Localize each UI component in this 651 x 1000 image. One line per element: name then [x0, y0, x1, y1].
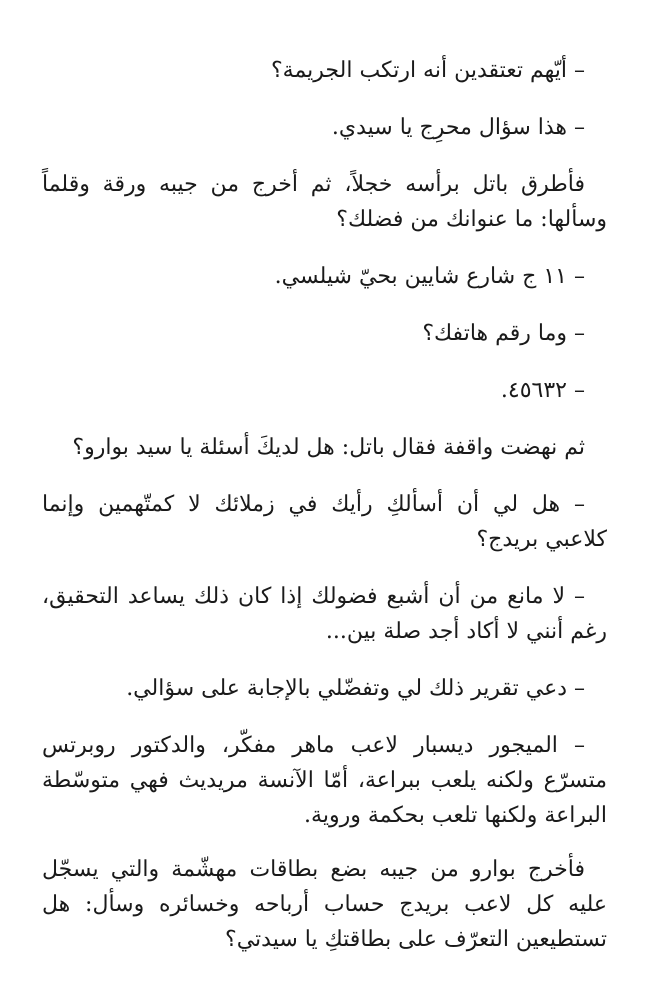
- narration-paragraph: ثم نهضت واقفة فقال باتل: هل لديكَ أسئلة يا سيد بوارو؟: [72, 435, 585, 460]
- dialogue-line: – ٤٥٦٣٢.: [500, 378, 585, 403]
- dialogue-line: – هذا سؤال محرِج يا سيدي.: [331, 115, 585, 140]
- dialogue-line: – هل لي أن أسألكِ رأيك في زملائك لا كمتّهمين وإنما كلاعبي بريدج؟: [42, 492, 607, 552]
- dialogue-line: – لا مانع من أن أشبع فضولك إذا كان ذلك يساعد التحقيق، رغم أنني لا أكاد أجد صلة بين...: [42, 584, 607, 644]
- dialogue-line: – وما رقم هاتفك؟: [422, 321, 585, 346]
- dialogue-line: – دعي تقرير ذلك لي وتفضّلي بالإجابة على سؤالي.: [126, 676, 585, 701]
- narration-paragraph: فأطرق باتل برأسه خجلاً، ثم أخرج من جيبه ورقة وقلماً وسألها: ما عنوانك من فضلك؟: [42, 172, 607, 232]
- dialogue-line: – الميجور ديسبار لاعب ماهر مفكّر، والدكتور روبرتس متسرّع ولكنه يلعب ببراعة، أمّا الآنسة مريديث فهي متوسّطة البراعة ولكنها تلعب بحكمة وروية.: [42, 733, 607, 828]
- dialogue-line: – ١١ ج شارع شايين بحيّ شيلسي.: [274, 264, 585, 289]
- narration-paragraph: فأخرج بوارو من جيبه بضع بطاقات مهشّمة والتي يسجّل عليه كل لاعب بريدج حساب أرباحه وخسائره وسأل: هل تستطيعين التعرّف على بطاقتكِ يا سيدتي؟: [42, 857, 607, 952]
- dialogue-line: – أيّهم تعتقدين أنه ارتكب الجريمة؟: [270, 58, 585, 83]
